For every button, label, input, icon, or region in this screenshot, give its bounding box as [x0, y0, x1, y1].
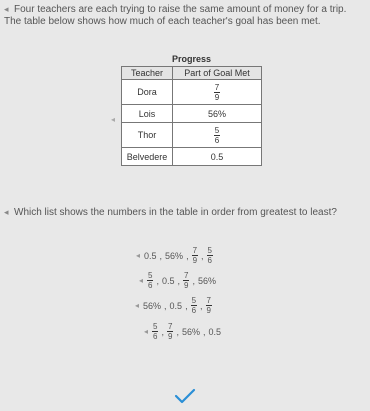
- goal-value: [173, 80, 262, 105]
- option-value: 0.5: [208, 326, 221, 337]
- goal-value: 0.5: [173, 148, 262, 166]
- speaker-icon[interactable]: ◂: [135, 301, 140, 310]
- separator: ,: [200, 300, 203, 311]
- speaker-icon[interactable]: ◂: [4, 4, 9, 14]
- option-value: 56%: [143, 300, 162, 311]
- answer-option-c[interactable]: [135, 296, 212, 315]
- fraction: $\frac{5}{6}$: [207, 246, 212, 265]
- option-value: 0.5: [161, 275, 175, 286]
- separator: ,: [159, 250, 163, 261]
- speaker-icon[interactable]: ◂: [4, 207, 9, 217]
- separator: ,: [185, 300, 188, 311]
- intro-text: Four teachers are each trying to raise the same amount of money for a trip. The table below shows how much of each teacher's goal has been met.: [4, 4, 347, 27]
- speaker-icon[interactable]: ◂: [136, 251, 141, 260]
- answer-option-d[interactable]: [144, 322, 221, 341]
- fraction: $\frac{7}{9}$: [214, 82, 220, 102]
- separator: ,: [161, 326, 164, 337]
- answer-option-a[interactable]: [136, 246, 213, 265]
- teacher-name: Dora: [122, 80, 173, 105]
- question-paragraph: [4, 206, 366, 219]
- table-row: [122, 148, 262, 166]
- table-row: [122, 105, 262, 123]
- answer-option-b[interactable]: [139, 271, 216, 290]
- fraction: $\frac{7}{9}$: [192, 246, 198, 265]
- option-value: 56%: [165, 250, 184, 261]
- progress-table: [121, 53, 262, 166]
- fraction: $\frac{7}{9}$: [184, 271, 189, 290]
- header-part-of-goal-met: Part of Goal Met: [173, 67, 262, 80]
- fraction: $\frac{7}{9}$: [206, 296, 211, 315]
- fraction: $\frac{7}{9}$: [167, 322, 173, 341]
- checkmark-icon[interactable]: [174, 388, 196, 404]
- separator: ,: [164, 300, 167, 311]
- teacher-name: Lois: [122, 105, 173, 123]
- separator: ,: [186, 250, 189, 261]
- separator: ,: [177, 275, 181, 286]
- option-value: 56%: [197, 275, 216, 286]
- speaker-icon[interactable]: ◂: [111, 115, 116, 124]
- speaker-icon[interactable]: ◂: [139, 276, 144, 285]
- teacher-name: Thor: [122, 123, 173, 148]
- separator: ,: [192, 275, 195, 286]
- table-row: [122, 123, 262, 148]
- question-text: Which list shows the numbers in the table in order from greatest to least?: [14, 207, 337, 218]
- table-caption: Progress: [171, 54, 212, 64]
- fraction: $\frac{5}{6}$: [191, 296, 197, 315]
- goal-value: [173, 123, 262, 148]
- separator: ,: [202, 326, 206, 337]
- table-row: [122, 80, 262, 105]
- separator: ,: [176, 326, 179, 337]
- separator: ,: [201, 250, 204, 261]
- fraction: $\frac{5}{6}$: [214, 125, 220, 145]
- speaker-icon[interactable]: ◂: [144, 327, 149, 336]
- intro-paragraph: [4, 3, 366, 28]
- header-teacher: Teacher: [122, 67, 173, 80]
- option-value: 0.5: [144, 250, 157, 261]
- option-value: 0.5: [169, 300, 183, 311]
- teacher-name: Belvedere: [122, 148, 173, 166]
- goal-value: 56%: [173, 105, 262, 123]
- option-value: 56%: [181, 326, 200, 337]
- fraction: $\frac{5}{6}$: [153, 322, 158, 341]
- fraction: $\frac{5}{6}$: [148, 271, 153, 290]
- separator: ,: [156, 275, 159, 286]
